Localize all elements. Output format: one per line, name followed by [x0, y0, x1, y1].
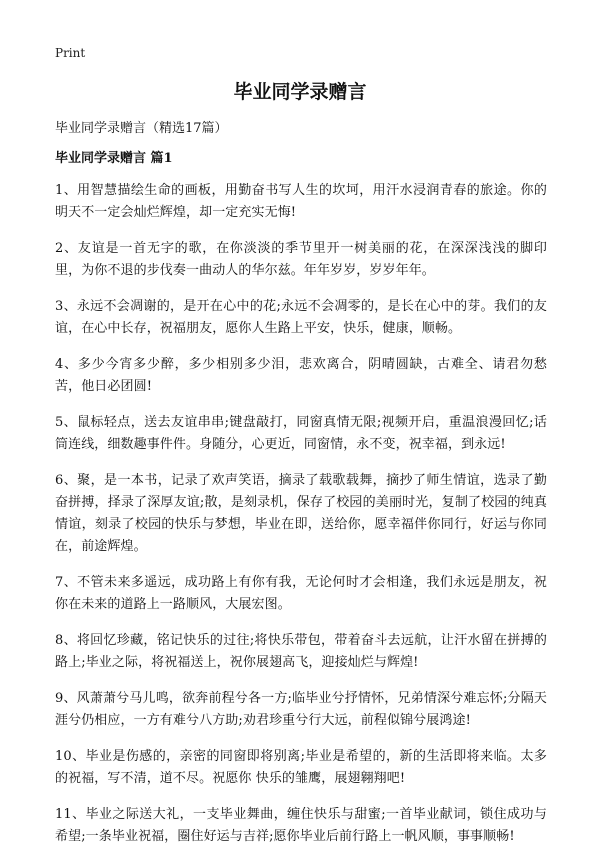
paragraph: 4、多少今宵多少醉，多少相别多少泪，悲欢离合，阴晴圆缺，古难全、请君勿愁苦，他日必团圆!	[55, 357, 547, 394]
paragraph: 9、风萧萧兮马儿鸣，欲奔前程兮各一方;临毕业兮抒情怀，兄弟情深兮难忘怀;分隔天涯兮仍相应，一方有难兮八方助;劝君珍重兮行大远，前程似锦兮展鸿途!	[55, 691, 547, 728]
print-link[interactable]: Print	[55, 46, 86, 60]
paragraph: 7、不管未来多遥远，成功路上有你有我，无论何时才会相逢，我们永远是朋友，祝你在未来的道路上一路顺风，大展宏图。	[55, 575, 547, 612]
document-subtitle: 毕业同学录赠言（精选17篇）	[55, 121, 228, 136]
paragraph: 8、将回忆珍藏，铭记快乐的过往;将快乐带包，带着奋斗去远航，让汗水留在拼搏的路上;毕业之际，将祝福送上，祝你展翅高飞，迎接灿烂与辉煌!	[55, 633, 547, 670]
section-heading: 毕业同学录赠言 篇1	[55, 151, 173, 166]
page-title: 毕业同学录赠言	[233, 81, 367, 103]
paragraph: 10、毕业是伤感的，亲密的同窗即将别离;毕业是希望的，新的生活即将来临。太多的祝福，写不清，道不尽。祝愿你 快乐的雏鹰，展翅翱翔吧!	[55, 749, 547, 786]
paragraph: 2、友谊是一首无字的歌，在你淡淡的季节里开一树美丽的花，在深深浅浅的脚印里，为你不退的步伐奏一曲动人的华尔兹。年年岁岁，岁岁年年。	[55, 241, 547, 278]
paragraph: 5、鼠标轻点，送去友谊串串;键盘敲打，同窗真情无限;视频开启，重温浪漫回忆;话筒连线，细数趣事件件。身随分，心更近，同窗情，永不变，祝幸福，到永远!	[55, 415, 547, 452]
paragraph: 3、永远不会凋谢的，是开在心中的花;永远不会凋零的，是长在心中的芽。我们的友谊，在心中长存，祝福朋友，愿你人生路上平安，快乐，健康，顺畅。	[55, 299, 547, 336]
paragraph: 11、毕业之际送大礼，一支毕业舞曲，缠住快乐与甜蜜;一首毕业献词，锁住成功与希望;一条毕业祝福，圈住好运与吉祥;愿你毕业后前行路上一帆风顺，事事顺畅!	[55, 807, 547, 844]
paragraph: 6、聚，是一本书，记录了欢声笑语，摘录了载歌载舞，摘抄了师生情谊，选录了勤奋拼搏，择录了深厚友谊;散，是刻录机，保存了校园的美丽时光，复制了校园的纯真情谊，刻录了校园的快乐与梦想，毕业在即，送给你，愿幸福伴你同行，好运与你同在，前途辉煌。	[55, 473, 547, 554]
paragraph-list	[55, 180, 547, 862]
paragraph: 1、用智慧描绘生命的画板，用勤奋书写人生的坎坷，用汗水浸润青春的旅途。你的明天不一定会灿烂辉煌，却一定充实无悔!	[55, 183, 547, 220]
